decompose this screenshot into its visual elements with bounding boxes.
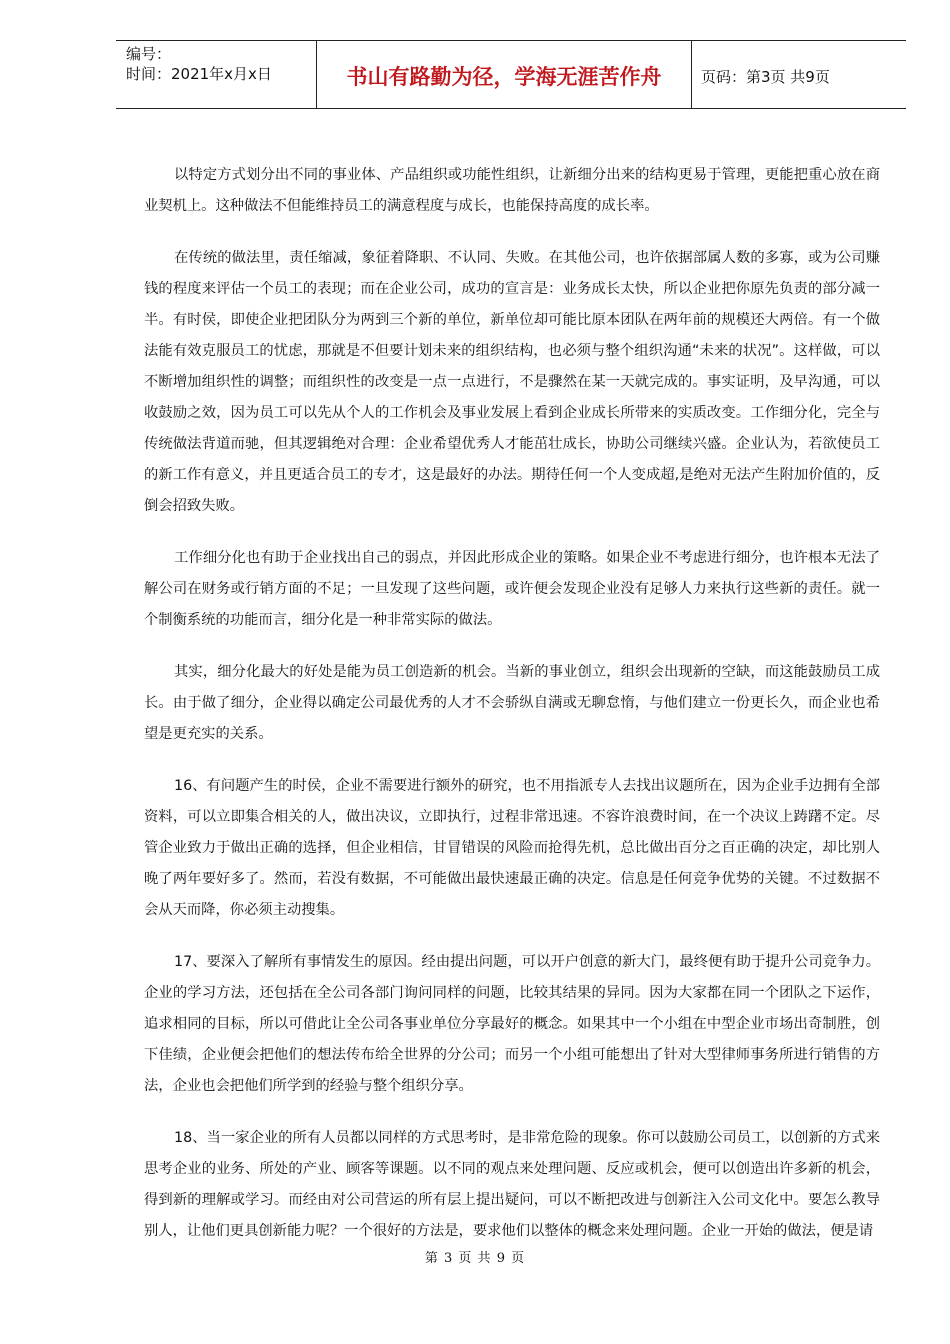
document-time-label: 时间：2021年x月x日 <box>126 65 272 83</box>
header-page-info: 页码：第3页 共9页 <box>701 68 830 86</box>
header-page-cell <box>691 41 906 108</box>
body-paragraph: 18、当一家企业的所有人员都以同样的方式思考时，是非常危险的现象。你可以鼓励公司员工，以创新的方式来思考企业的业务、所处的产业、顾客等课题。以不同的观点来处理问题、反应或机会，便可以创造出许多新的机会，得到新的理解或学习。而经由对公司营运的所有层上提出疑问，可以不断把改进与创新注入公司文化中。要怎么教导别人，让他们更具创新能力呢？一个很好的方法是，要求他们以整体的概念来处理问题。企业一开始的做法，便是请 <box>144 1130 880 1239</box>
body-paragraph: 工作细分化也有助于企业找出自己的弱点，并因此形成企业的策略。如果企业不考虑进行细分，也许根本无法了解公司在财务或行销方面的不足；一旦发现了这些问题，或许便会发现企业没有足够人力来执行这些新的责任。就一个制衡系统的功能而言，细分化是一种非常实际的做法。 <box>144 550 880 628</box>
document-body <box>144 160 880 1268</box>
body-paragraph: 其实，细分化最大的好处是能为员工创造新的机会。当新的事业创立，组织会出现新的空缺，而这能鼓励员工成长。由于做了细分，企业得以确定公司最优秀的人才不会骄纵自满或无聊怠惰，与他们建立一份更长久，而企业也希望是更充实的关系。 <box>144 664 880 742</box>
body-paragraph: 在传统的做法里，责任缩减，象征着降职、不认同、失败。在其他公司，也许依据部属人数的多寡，或为公司赚钱的程度来评估一个员工的表现；而在企业公司，成功的宣言是：业务成长太快，所以企业把你原先负责的部分减一半。有时侯，即使企业把团队分为两到三个新的单位，新单位却可能比原本团队在两年前的规模还大两倍。有一个做法能有效克服员工的忧虑，那就是不但要计划未来的组织结构，也必须与整个组织沟通“未来的状况”。这样做，可以不断增加组织性的调整；而组织性的改变是一点一点进行，不是骤然在某一天就完成的。事实证明，及早沟通，可以收鼓励之效，因为员工可以先从个人的工作机会及事业发展上看到企业成长所带来的实质改变。工作细分化，完全与传统做法背道而驰，但其逻辑绝对合理：企业希望优秀人才能茁壮成长，协助公司继续兴盛。企业认为，若欲使员工的新工作有意义，并且更适合员工的专才，这是最好的办法。期待任何一个人变成超,是绝对无法产生附加价值的，反倒会招致失败。 <box>144 250 880 514</box>
body-paragraph: 17、要深入了解所有事情发生的原因。经由提出问题，可以开户创意的新大门，最终便有助于提升公司竞争力。企业的学习方法，还包括在全公司各部门询问同样的问题，比较其结果的异同。因为大家都在同一个团队之下运作，追求相同的目标，所以可借此让全公司各事业单位分享最好的概念。如果其中一个小组在中型企业市场出奇制胜，创下佳绩，企业便会把他们的想法传布给全世界的分公司；而另一个小组可能想出了针对大型律师事务所进行销售的方法，企业也会把他们所学到的经验与整个组织分享。 <box>144 954 880 1094</box>
header-motto: 书山有路勤为径，学海无涯苦作舟 <box>346 64 662 89</box>
page-header <box>116 40 906 109</box>
body-paragraph: 以特定方式划分出不同的事业体、产品组织或功能性组织，让新细分出来的结构更易于管理，更能把重心放在商业契机上。这种做法不但能维持员工的满意程度与成长，也能保持高度的成长率。 <box>144 167 880 214</box>
page-footer: 第 3 页 共 9 页 <box>424 1251 526 1266</box>
document-id-label: 编号： <box>126 45 172 63</box>
header-motto-cell <box>316 41 692 108</box>
body-paragraph: 16、有问题产生的时侯，企业不需要进行额外的研究，也不用指派专人去找出议题所在，因为企业手边拥有全部资料，可以立即集合相关的人，做出决议，立即执行，过程非常迅速。不容许浪费时间，在一个决议上踌躇不定。尽管企业致力于做出正确的选择，但企业相信，甘冒错误的风险而抢得先机，总比做出百分之百正确的决定，却比别人晚了两年要好多了。然而，若没有数据，不可能做出最快速最正确的决定。信息是任何竞争优势的关键。不过数据不会从天而降，你必须主动搜集。 <box>144 778 880 918</box>
header-meta-cell <box>116 41 316 108</box>
